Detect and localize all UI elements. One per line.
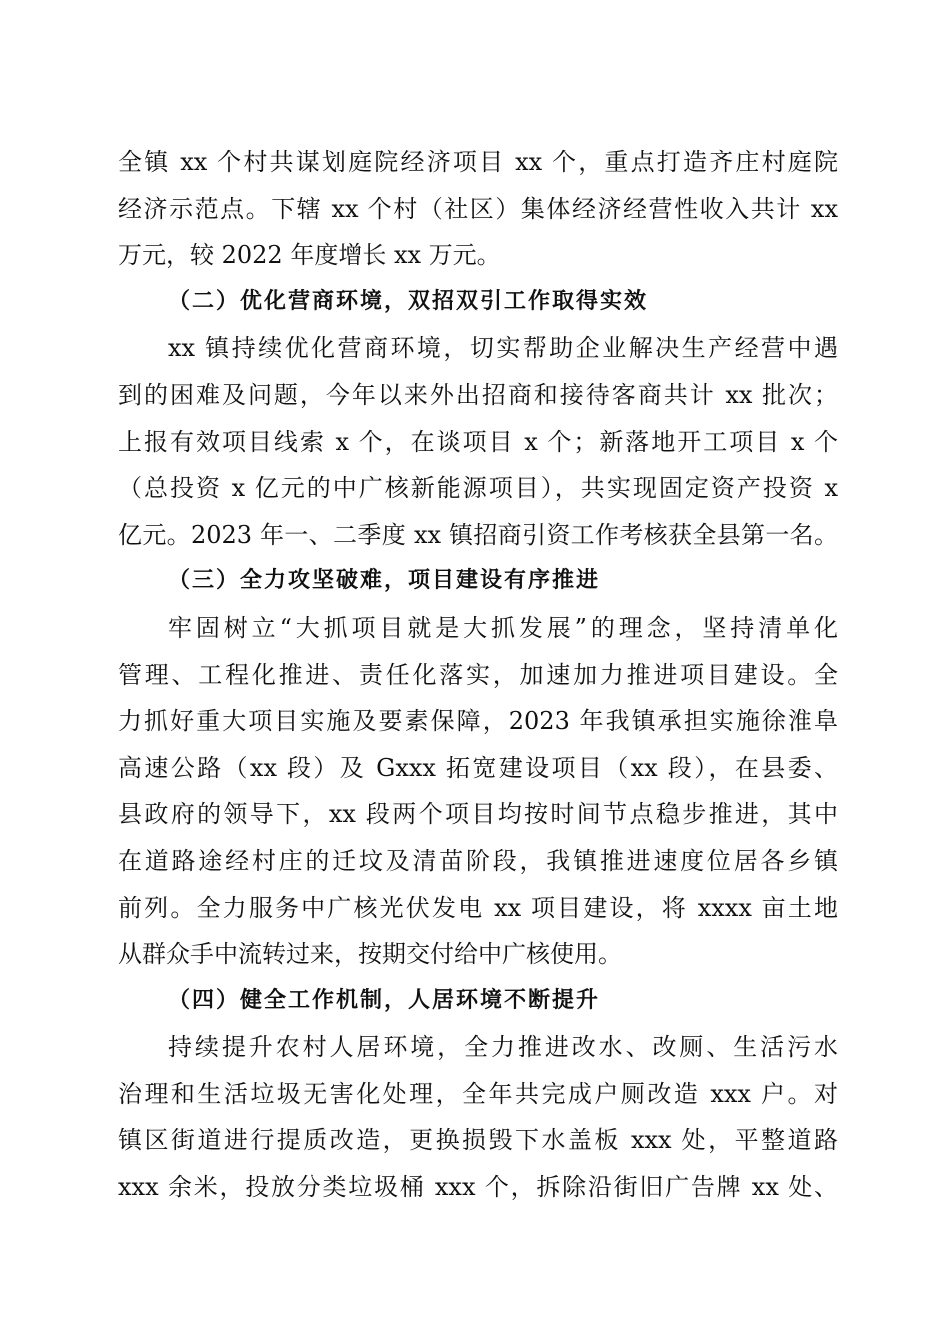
paragraph-line: 到的困难及问题，今年以来外出招商和接待客商共计 xx 批次；: [118, 380, 838, 409]
paragraph-line: 亿元。2023 年一、二季度 xx 镇招商引资工作考核获全县第一名。: [118, 520, 838, 549]
paragraph-line: 万元，较 2022 年度增长 xx 万元。: [118, 241, 501, 270]
paragraph-line: 高速公路（xx 段）及 Gxxx 拓宽建设项目（xx 段），在县委、: [118, 753, 838, 782]
paragraph-line: 前列。全力服务中广核光伏发电 xx 项目建设，将 xxxx 亩土地: [118, 893, 838, 922]
section-heading-4: （四）健全工作机制，人居环境不断提升: [168, 987, 601, 1013]
section-heading-2: （二）优化营商环境，双招双引工作取得实效: [168, 288, 649, 314]
paragraph-line: 镇区街道进行提质改造，更换损毁下水盖板 xxx 处，平整道路: [118, 1126, 838, 1155]
document-body: [118, 139, 838, 1211]
paragraph-line: 牢固树立“大抓项目就是大抓发展”的理念，坚持清单化: [168, 613, 838, 642]
paragraph-line: （总投资 x 亿元的中广核新能源项目），共实现固定资产投资 x: [118, 474, 838, 503]
paragraph-line: 县政府的领导下，xx 段两个项目均按时间节点稳步推进，其中: [118, 800, 838, 829]
paragraph-line: xxx 余米，投放分类垃圾桶 xxx 个，拆除沿街旧广告牌 xx 处、: [118, 1173, 838, 1202]
paragraph-line: 上报有效项目线索 x 个，在谈项目 x 个；新落地开工项目 x 个: [118, 427, 838, 456]
paragraph-line: 治理和生活垃圾无害化处理，全年共完成户厕改造 xxx 户。对: [118, 1079, 838, 1108]
paragraph-line: 力抓好重大项目实施及要素保障，2023 年我镇承担实施徐淮阜: [118, 707, 838, 736]
paragraph-line: 经济示范点。下辖 xx 个村（社区）集体经济经营性收入共计 xx: [118, 194, 838, 223]
paragraph-line: 从群众手中流转过来，按期交付给中广核使用。: [118, 940, 622, 969]
section-heading-3: （三）全力攻坚破难，项目建设有序推进: [168, 568, 601, 594]
paragraph-line: 持续提升农村人居环境，全力推进改水、改厕、生活污水: [168, 1033, 838, 1062]
paragraph-line: 全镇 xx 个村共谋划庭院经济项目 xx 个，重点打造齐庄村庭院: [118, 148, 838, 176]
paragraph-line: 管理、工程化推进、责任化落实，加速加力推进项目建设。全: [118, 660, 838, 689]
paragraph-line: xx 镇持续优化营商环境，切实帮助企业解决生产经营中遇: [168, 334, 838, 363]
paragraph-line: 在道路途经村庄的迁坟及清苗阶段，我镇推进速度位居各乡镇: [118, 846, 838, 875]
